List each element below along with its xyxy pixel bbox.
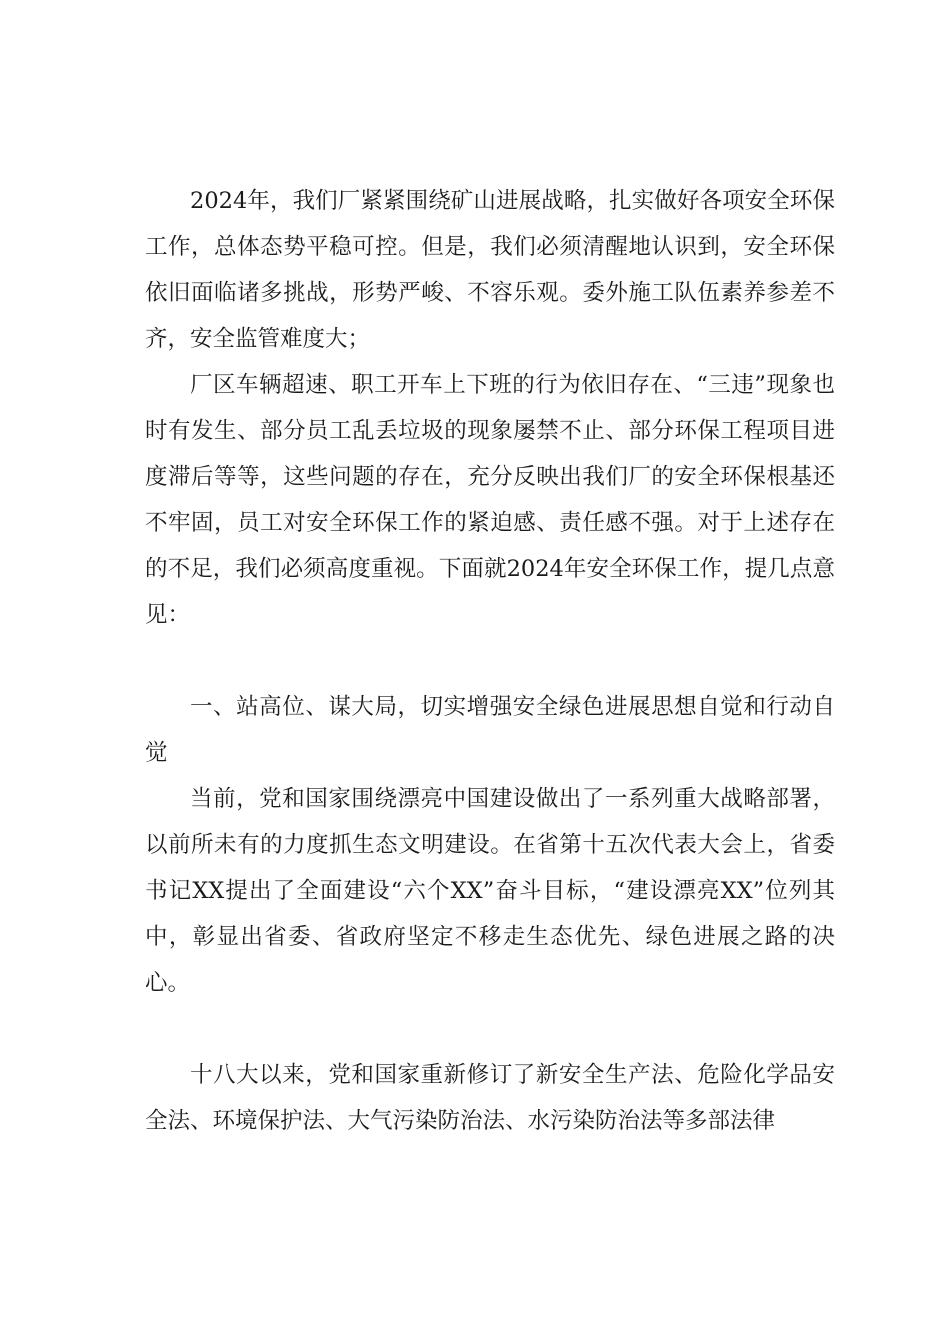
paragraph-problems: 厂区车辆超速、职工开车上下班的行为依旧存在、“三违”现象也时有发生、部分员工乱丢垃圾的现象屡禁不止、部分环保工程项目进度滞后等等，这些问题的存在，充分反映出我们厂的安全环保根基还不牢固，员工对安全环保工作的紧迫感、责任感不强。对于上述存在的不足，我们必须高度重视。下面就2024年安全环保工作，提几点意见： — [145, 372, 835, 628]
document-body — [145, 178, 835, 1144]
paragraph-gap — [145, 1006, 835, 1052]
paragraph-intro: 2024年，我们厂紧紧围绕矿山进展战略，扎实做好各项安全环保工作，总体态势平稳可控。但是，我们必须清醒地认识到，安全环保依旧面临诸多挑战，形势严峻、不容乐观。委外施工队伍素养参差不齐，安全监管难度大； — [145, 188, 835, 352]
section-heading-1: 一、站高位、谋大局，切实增强安全绿色进展思想自觉和行动自觉 — [145, 694, 835, 766]
paragraph-laws: 十八大以来，党和国家重新修订了新安全生产法、危险化学品安全法、环境保护法、大气污染防治法、水污染防治法等多部法律 — [145, 1062, 835, 1134]
paragraph-gap — [145, 638, 835, 684]
paragraph-current-situation: 当前，党和国家围绕漂亮中国建设做出了一系列重大战略部署，以前所未有的力度抓生态文明建设。在省第十五次代表大会上，省委书记XX提出了全面建设“六个XX”奋斗目标，“建设漂亮XX”位列其中，彰显出省委、省政府坚定不移走生态优先、绿色进展之路的决心。 — [145, 786, 835, 996]
